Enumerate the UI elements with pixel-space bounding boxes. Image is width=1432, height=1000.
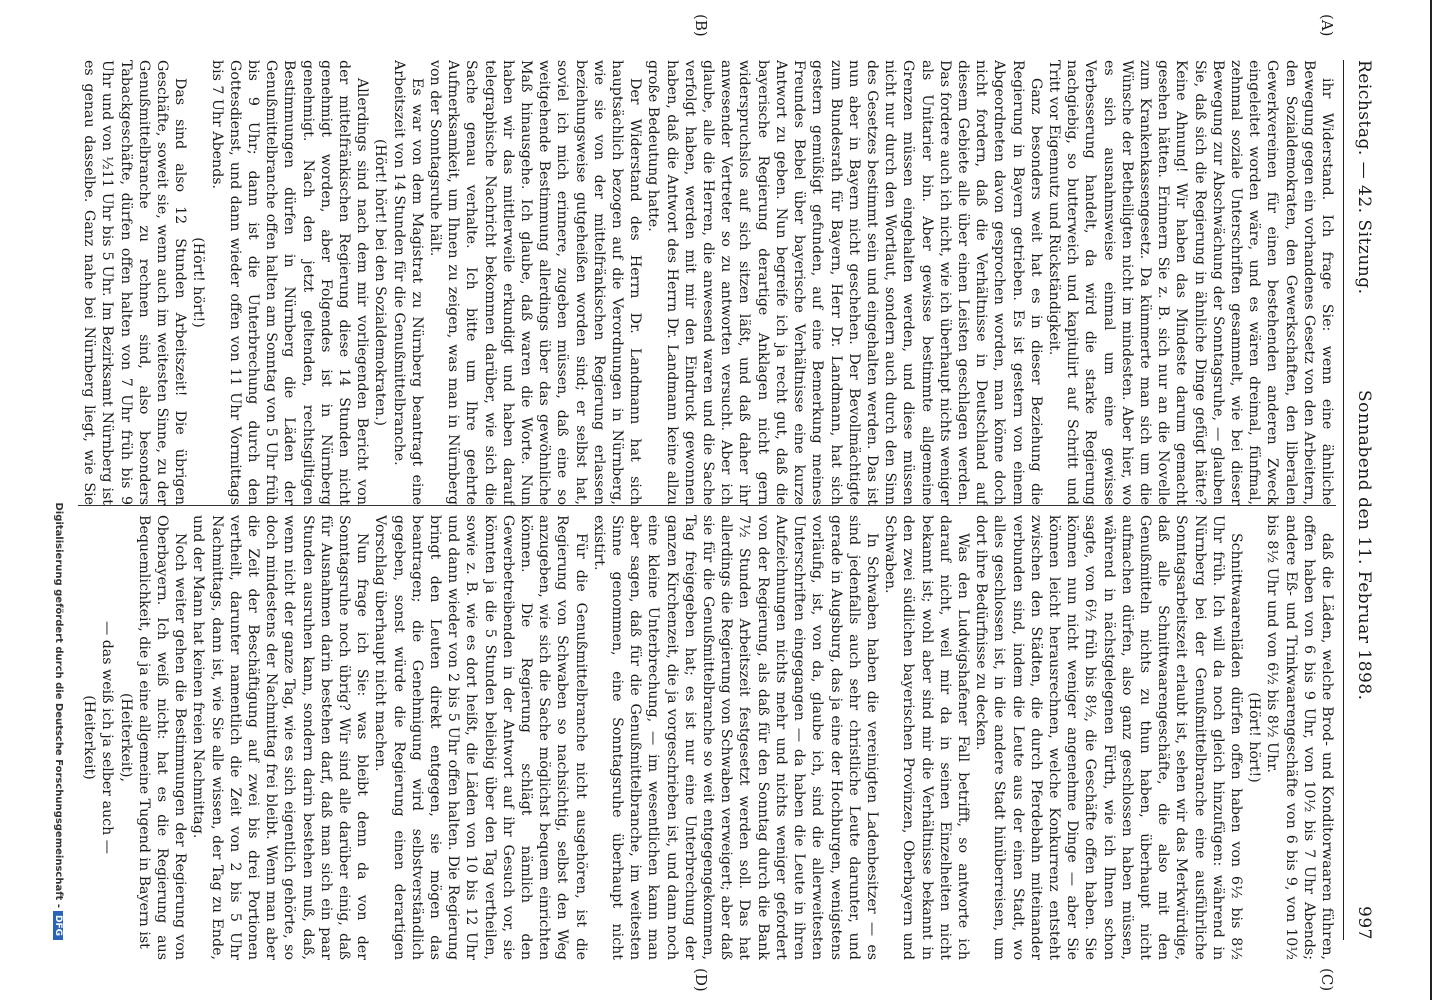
page-number: 997 <box>1354 906 1374 940</box>
paragraph: Der Widerstand des Herrn Dr. Landmann hat sich hauptsächlich bezogen auf die Verordnungen in Nürnberg, wie sie von der mittelfränkischen Regierung erlassen beziehungsweise gutgeheißen worden sind; er selbst hat, soviel ich mich erinnere, zugeben müssen, daß eine so weitgehende Bestimmung allerdings über das gewöhnliche Maß hinausgehe. Ich glaube, daß waren die Worte. Nun haben wir das mittlerweile erkundigt und haben darauf telegraphische Nachricht bekommen darüber, wie sich die Sache genau verhalte. Ich bitte um Ihre geehrte Aufmerksamkeit, um Ihnen zu zeigen, was man in Nürnberg von der Sonntagsruhe hält. <box>427 60 644 505</box>
header-left: Reichstag. — 42. Sitzung. <box>1354 60 1374 295</box>
right-column <box>78 515 1336 960</box>
margin-marker-a: (A) <box>1318 14 1336 37</box>
paragraph: In Schwaben haben die vereinigten Ladenbesitzer — es sind jedenfalls auch sehr christliche Leute darunter, und gerade in Augsburg, das ja eine der Hochburgen, wenigstens vorläufig, ist, von da, glaube ich, sind die allerweitesten Unterschriften eingegangen — da haben die Leute in ihren Aufzeichnungen nichts mehr und nichts weniger gefordert von der Regierung, als daß für den Sonntag durch die Bank 7½ Stunden Arbeitszeit festgesetzt werden soll. Das hat allerdings die Regierung von Schwaben verweigert; aber daß sie für die Genußmittelbranche so weit entgegengekommen, Tag freigegeben hat; es ist nur eine Unterbrechung der ganzen Kirchenzeit, die ja vorgeschrieben ist, und dann noch eine kleine Unterbrechung, — im wesentlichen kann man aber sagen, daß für die Genußmittelbranche, im weitesten Sinne genommen, eine Sonntagsruhe überhaupt nicht existirt. <box>590 515 880 960</box>
paragraph: (Hört! hört!) <box>190 237 207 328</box>
digitization-note <box>53 0 64 1000</box>
margin-marker-c: (C) <box>1318 968 1336 992</box>
paragraph: (Heiterkeit), <box>117 693 134 782</box>
paragraph: Was den Ludwigshafener Fall betrifft, so antworte ich darauf nicht, weil mir da in seinen Einzelheiten nicht bekannt ist; wohl aber sind mir die Verhältnisse bekannt in den zwei südlichen bayerischen Provinzen, Oberbayern und Schwaben. <box>882 515 971 960</box>
paragraph: Das sind also 12 Stunden Arbeitszeit! Die übrigen Geschäfte, soweit sie, wenn auch im weitesten Sinne, zu der Genußmittelbranche zu rechnen sind, also besonders Tabackgeschäfte, dürfen offen halten von 7 Uhr früh bis 9 Uhr und von ½11 Uhr bis 5 Uhr. Im Bezirksamt Nürnberg ist es genau dasselbe. Ganz nahe bei Nürnberg liegt, wie Sie <box>81 60 189 505</box>
paragraph: Ganz besonders weit hat es in dieser Beziehung die Regierung in Bayern getrieben. Es ist gestern von einem Abgeordneten davon gesprochen worden, man könne doch nicht fordern, daß die Verhältnisse in Deutschland auf diesem Gebiete alle über einen Leisten geschlagen werden. Das fordere auch ich nicht, wie ich überhaupt nichts weniger als Unitarier bin. Aber gewisse bestimmte allgemeine Grenzen müssen eingehalten werden, und diese müssen nicht nur durch den Wortlaut, sondern auch durch den Sinn des Gesetzes bestimmt sein und eingehalten werden. Das ist nun aber in Bayern nicht geschehen. Der Bevollmächtigte zum Bundesrath für Bayern, Herr Dr. Landmann, hat sich gestern gemüßigt gefunden, auf eine Bemerkung meines Freundes Bebel über bayerische Verhältnisse eine kurze Antwort zu geben. Nun begreife ich ja recht gut, daß die bayerische Regierung derartige Anklagen nicht gern widerspruchslos auf sich sitzen läßt, und daß daher ihr anwesender Vertreter so zu antworten versucht. Aber ich glaube, alle die Herren, die anwesend waren und die Sache verfolgt haben, werden mit mir den Eindruck gewonnen haben, daß die Antwort des Herrn Dr. Landmann keine allzu große Bedeutung hatte. <box>645 60 1044 505</box>
paragraph: ihr Widerstand. Ich frage Sie: wenn eine ähnliche Bewegung gegen ein vorhandenes Gesetz von den Arbeitern, den Sozialdemokraten, den Gewerkschaften, den liberalen Gewerkvereinen für einen bestehenden anderen Zweck eingeleitet worden wäre, und es wären dreimal, fünfmal, zehnmal soziale Unterschriften gesammelt, wie bei dieser Bewegung zur Abschwächung der Sonntagsruhe, — glauben Sie, daß sich die Regierung in ähnliche Dinge gefügt hätte? Keine Ahnung! Wir haben das Mindeste darum gemacht gesehen hätten. Erinnern Sie z. B. sich nur an die Novelle zum Krankenkassengesetz. Da kümmerte man sich um die Wünsche der Betheiligten nicht im mindesten. Aber hier, wo es sich ausnahmsweise einmal um eine gewisse Verbesserung handelt, da wird die starke Regierung nachgiebig, so butterweich und kapitulirt auf Schritt und Tritt vor Eigennutz und Rückständigkeit. <box>1045 60 1335 505</box>
paragraph: (Hört! hört!) <box>1246 692 1263 783</box>
paragraph: Noch weiter gehen die Bestimmungen der Regierung von Oberbayern. Ich weiß nicht: hat es die Regierung aus Bequemlichkeit, die ja eine allgemeine Tugend in Bayern ist <box>135 515 189 960</box>
digitization-text: Digitalisierung gefördert durch die Deutsche Forschungsgemeinschaft - <box>53 502 64 908</box>
paragraph: (Heiterkeit) <box>81 695 98 780</box>
column-divider <box>78 505 1336 506</box>
margin-marker-d: (D) <box>692 968 710 992</box>
header-date: Sonnabend den 11. Februar 1898. <box>1354 390 1374 701</box>
paragraph: Allerdings sind nach dem mir vorliegenden Bericht von der mittelfränkischen Regierung diese 14 Stunden nicht genehmigt worden, aber Folgendes ist in Nürnberg genehmigt. Nach den jetzt geltenden, rechtsgiltigen Bestimmungen dürfen in Nürnberg die Läden der Genußmittelbranche offen halten am Sonntag von 5 Uhr früh bis 9 Uhr; dann ist die Unterbrechung durch den Gottesdienst, und dann wieder offen von 11 Uhr Vormittags bis 7 Uhr Abends. <box>208 60 371 505</box>
header-rule <box>1343 60 1344 940</box>
margin-marker-b: (B) <box>692 14 710 37</box>
paragraph: Schnittwaarenläden dürfen offen haben von 6½ bis 8½ Uhr früh. Ich will da noch gleich hinzufügen: während in Nürnberg bei der Genußmittelbranche eine ausführliche Sonntagsarbeitszeit erlaubt ist, sehen wir das Merkwürdige, daß alle Schnittwaarengeschäfte, die also mit den Genußmitteln nichts zu thun haben, überhaupt nicht aufmachen dürfen, also ganz geschlossen haben müssen, während in nächstgelegenen Fürth, wie ich Ihnen schon sagte, von 6½ früh bis 8½, die Geschäfte offen haben. Sie können nun nicht weniger angenehme Dinge — aber Sie können leicht herausrechnen, welche Konkurrenz entsteht zwischen den Städten, die durch Pferdebahn miteinander verbunden sind, indem die Leute aus der einen Stadt, wo alles geschlossen ist, in die andere Stadt hinüberreisen, um dort ihre Bedürfnisse zu decken. <box>973 515 1244 960</box>
paragraph: daß die Läden, welche Brod- und Konditorwaaren führen, offen haben von 6 bis 9 Uhr, von 10½ bis 7 Uhr Abends; andere Eß- und Trinkwaarengeschäfte von 6 bis 9, von 10½ bis 8½ Uhr und von 6½ bis 8½ Uhr. <box>1264 515 1335 960</box>
paragraph: Für die Genußmittelbranche nicht ausgehören, ist die Regierung von Schwaben so nachsichtig, selbst den Weg anzugeben, wie sich die Sache möglichst bequem einrichten können. Die Regierung schlägt nämlich den Gewerbetreibenden in der Antwort auf ihr Gesuch vor, sie könnten ja die 5 Stunden beliebig über den Tag vertheilen, sowie z. B. wie es dort heißt, die Läden von 10 bis 12 Uhr und dann wieder von 2 bis 5 Uhr offen halten. Die Regierung bringt den Leuten direkt entgegen, sie mögen das beantragen; die Genehmigung wird selbstverständlich gegeben, sonst würde die Regierung einen derartigen Vorschlag überhaupt nicht machen. <box>372 515 589 960</box>
paragraph <box>78 515 80 960</box>
page-header <box>1348 60 1374 940</box>
left-column <box>78 60 1336 505</box>
paragraph: Es war von dem Magistrat zu Nürnberg beantragt eine Arbeitszeit von 14 Stunden für die Genußmittelbranche. <box>390 60 425 505</box>
paragraph: (Hört! hört! bei den Sozialdemokraten.) <box>372 138 389 427</box>
paragraph: — das weiß ich ja selber auch — <box>99 621 116 854</box>
dfg-badge: DFG <box>53 911 63 940</box>
paragraph: Nun frage ich Sie: was bleibt denn da von der Sonntagsruhe noch übrig? Wir sind alle darüber einig, daß für Ausnahmen darin bestehen darf, daß man sich ein paar Stunden ausruhen kann, sondern darin bestehen muß, daß, wenn nicht der ganze Tag, wie es sich eigentlich gehörte, so doch mindestens der Nachmittag frei bleibt. Wenn man aber die Zeit der Beschäftigung auf zwei bis drei Portionen vertheilt, darunter namentlich die Zeit von 2 bis 5 Uhr Nachmittags, dann ist, wie Sie alle wissen, der Tag zu Ende, und der Mann hat keinen freien Nachmittag. <box>190 515 371 960</box>
